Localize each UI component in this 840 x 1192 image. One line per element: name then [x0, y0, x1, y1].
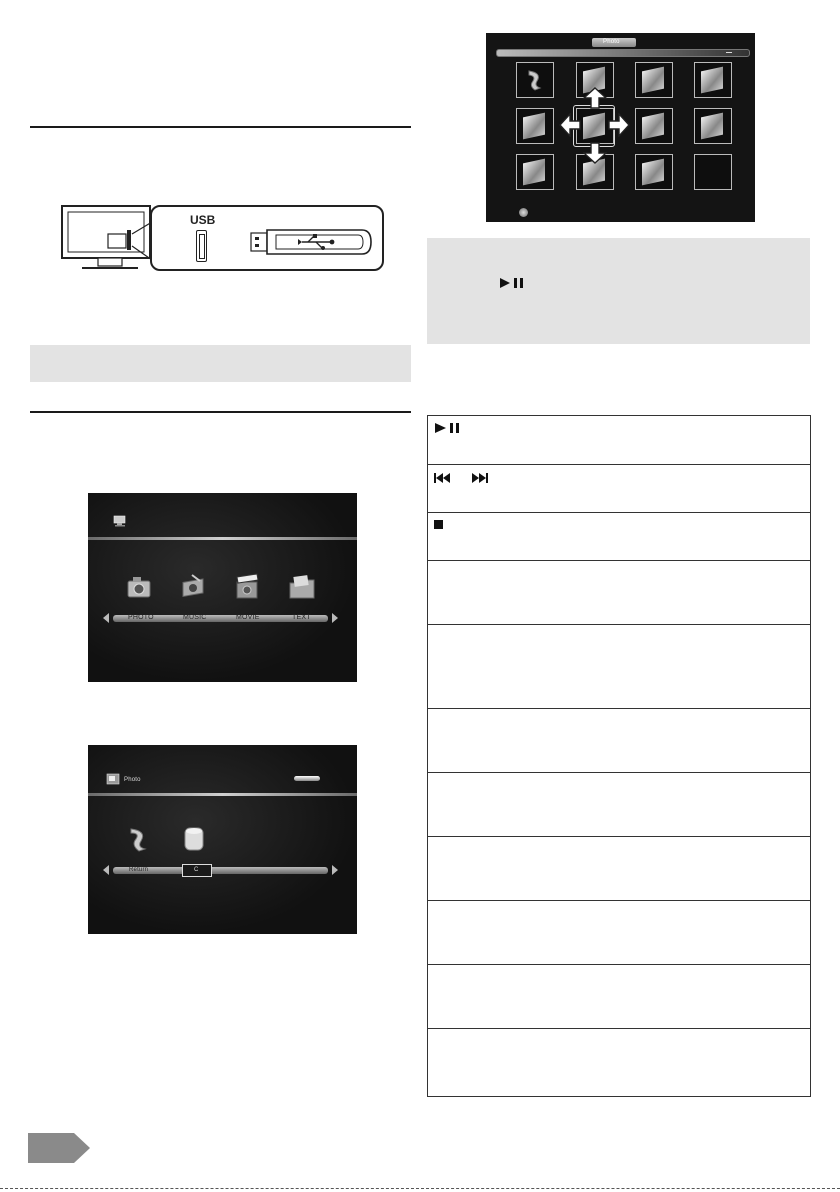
main-menu-screen — [88, 493, 357, 682]
menu-item-movie[interactable]: MOVIE — [236, 614, 260, 621]
arrow-down-icon — [583, 142, 607, 164]
table-row — [428, 465, 810, 513]
folder-icon[interactable] — [288, 573, 316, 601]
thumbnail-item[interactable] — [635, 62, 673, 98]
usb-stick-icon — [250, 227, 374, 257]
thumbnail-item[interactable] — [516, 108, 554, 144]
play-pause-icon — [499, 277, 525, 289]
section-rule-middle — [30, 411, 411, 413]
return-item-label[interactable]: Return — [129, 867, 149, 873]
path-bar — [496, 49, 750, 57]
thumbnail-item[interactable] — [516, 154, 554, 190]
menu-right-arrow-icon[interactable] — [332, 613, 338, 623]
page-number-tab — [28, 1133, 74, 1163]
menu-item-photo[interactable]: PHOTO — [128, 614, 154, 621]
table-row — [428, 625, 810, 709]
thumbnail-screen-title: Photo — [603, 39, 620, 45]
clapperboard-icon[interactable] — [234, 573, 262, 601]
drive-right-arrow-icon[interactable] — [332, 865, 338, 875]
bottom-help-dot-icon — [519, 208, 528, 217]
function-table — [427, 415, 811, 1097]
section-rule-top — [30, 126, 411, 128]
drive-left-arrow-icon[interactable] — [103, 865, 109, 875]
photo-screen-title: Photo — [124, 777, 141, 783]
table-row — [428, 901, 810, 965]
photo-icon — [106, 773, 120, 785]
table-row — [428, 837, 810, 901]
table-row — [428, 513, 810, 561]
monitor-icon — [113, 515, 127, 527]
thumbnail-item[interactable] — [694, 108, 732, 144]
photo-thumbnail-screen — [486, 33, 755, 222]
menu-left-arrow-icon[interactable] — [103, 613, 109, 623]
stop-icon — [434, 520, 443, 529]
usb-label: USB — [190, 213, 216, 227]
return-arrow-icon — [525, 69, 545, 91]
camera-icon[interactable] — [126, 573, 154, 601]
progress-indicator — [294, 776, 320, 781]
tv-back-icon — [60, 204, 160, 274]
usb-port-panel — [150, 205, 384, 271]
return-arrow-icon[interactable] — [125, 825, 153, 853]
table-row — [428, 709, 810, 773]
thumbnail-item[interactable] — [635, 108, 673, 144]
thumbnail-return[interactable] — [516, 62, 554, 98]
music-icon[interactable] — [180, 573, 208, 601]
thumbnail-empty — [694, 154, 732, 190]
thumbnail-item[interactable] — [694, 62, 732, 98]
thumbnail-item[interactable] — [635, 154, 673, 190]
usb-port-icon — [196, 230, 207, 262]
arrow-right-icon — [608, 113, 630, 137]
arrow-left-icon — [559, 113, 581, 137]
drive-icon[interactable] — [180, 825, 208, 853]
play-pause-icon — [434, 422, 462, 434]
previous-track-icon — [433, 472, 451, 484]
photo-drive-screen — [88, 745, 357, 934]
page-cut-line — [0, 1188, 840, 1189]
header-divider — [88, 793, 357, 796]
table-row — [428, 416, 810, 465]
menu-item-music[interactable]: MUSIC — [183, 614, 207, 621]
table-row — [428, 773, 810, 837]
next-track-icon — [471, 472, 489, 484]
header-divider — [88, 537, 357, 540]
arrow-up-icon — [583, 87, 607, 109]
page-counter — [726, 52, 732, 53]
table-row — [428, 561, 810, 625]
note-box-left — [30, 345, 411, 382]
note-box-right — [427, 238, 810, 344]
drive-item-label: C — [194, 867, 199, 873]
menu-item-text[interactable]: TEXT — [292, 614, 311, 621]
table-row — [428, 965, 810, 1029]
table-row — [428, 1029, 810, 1096]
